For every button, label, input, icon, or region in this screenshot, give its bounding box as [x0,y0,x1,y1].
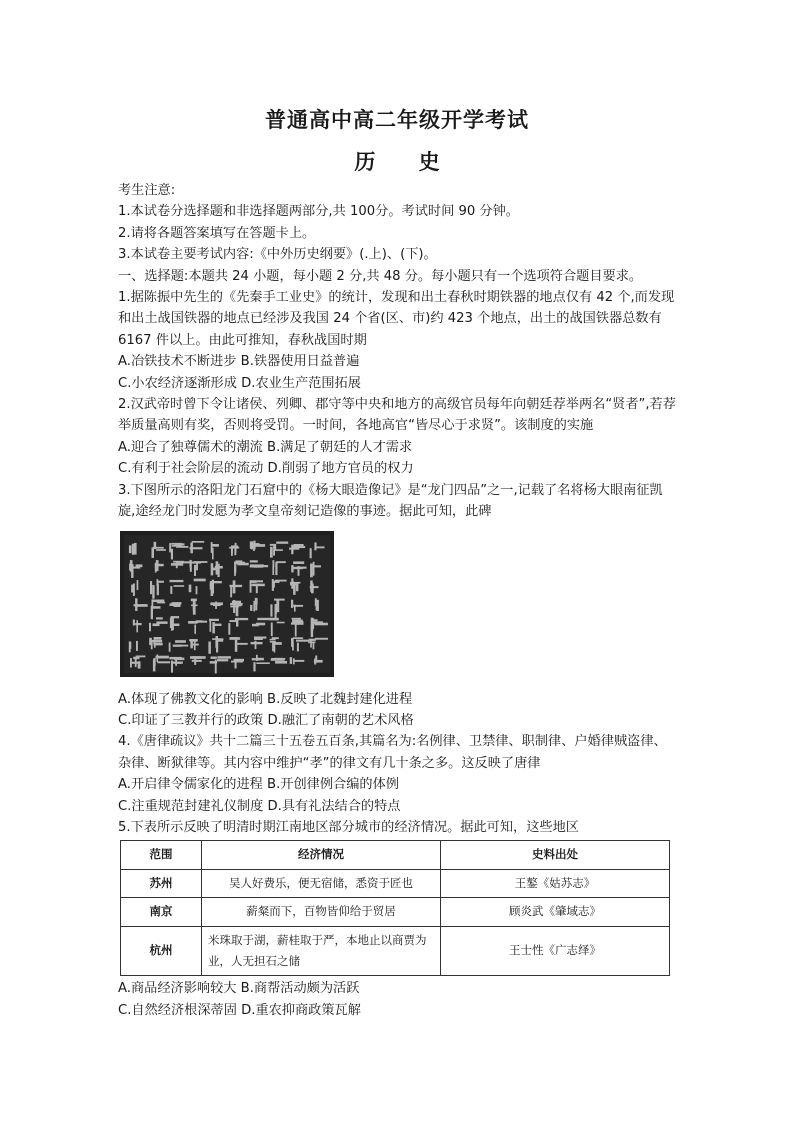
economy-table [120,840,670,976]
rubbing-stroke [190,639,198,642]
rubbing-stroke [156,617,163,619]
table-row [121,898,670,926]
rubbing-stroke [169,543,171,552]
rubbing-stroke [171,563,183,566]
rubbing-stroke [193,599,195,611]
rubbing-stroke [274,657,285,660]
rubbing-stroke [313,643,315,649]
rubbing-stroke [293,585,296,595]
rubbing-stroke [153,658,155,666]
rubbing-stroke [314,542,316,550]
rubbing-stroke [257,617,271,619]
rubbing-stroke [172,545,182,547]
rubbing-stroke [273,642,281,645]
table-header-cell: 范围 [121,841,202,869]
rubbing-stroke [275,661,287,664]
rubbing-stroke [251,641,263,643]
rubbing-stroke [315,655,317,662]
question-2-options-cd: C.有利于社会阶层的流动 D.削弱了地方官员的权力 [118,461,414,477]
rubbing-stroke [315,637,328,639]
rubbing-stroke [129,641,131,652]
rubbing-stroke [314,565,322,567]
rubbing-stroke [236,642,248,644]
rubbing-stroke [253,662,255,671]
rubbing-stroke [310,548,312,558]
rubbing-stroke [135,657,137,666]
rubbing-stroke [292,617,301,619]
question-4-stem: 4.《唐律疏议》共十二篇三十五卷五百条,其篇名为:名例律、卫禁律、职制律、户婚律贼盗律、杂律、断狱律等。其内容中维护“孝”的律文有几十条之多。这反映了唐律 [118,734,667,771]
table-header-cell: 经济情况 [202,841,441,869]
rubbing-stroke [235,618,248,620]
rubbing-stroke [272,642,274,651]
rubbing-stroke [313,561,315,575]
question-5-stem: 5.下表所示反映了明清时期江南地区部分城市的经济情况。据此可知，这些地区 [118,819,579,835]
rubbing-stroke [252,623,259,626]
rubbing-stroke [291,599,293,607]
question-1-options-cd: C.小农经济逐渐形成 D.农业生产范围拓展 [118,375,361,391]
table-cell-source: 王士性《广志绎》 [441,926,670,976]
rubbing-stroke [194,578,206,581]
question-3-options-ab: A.体现了佛教文化的影响 B.反映了北魏封建化进程 [118,691,413,707]
rubbing-stroke [149,622,151,631]
table-cell-economy: 吴人好费乐，便无宿储，悉资于匠也 [202,869,441,897]
rubbing-stroke [276,599,279,611]
rubbing-stroke [154,637,162,640]
rubbing-stroke [252,544,265,547]
rubbing-stroke [277,621,285,623]
rubbing-stroke [234,658,244,661]
rubbing-stroke [152,599,154,609]
rubbing-stroke [150,639,163,642]
rubbing-stroke [315,598,317,606]
rubbing-stroke [153,623,160,626]
question-5-options-ab: A.商品经济影响较大 B.商帮活动颇为活跃 [118,981,360,997]
rubbing-stroke [256,583,258,592]
rubbing-stroke [298,566,300,576]
rubbing-stroke [171,548,173,559]
rubbing-stroke [208,641,211,653]
rubbing-stroke [273,545,275,555]
rubbing-stroke [296,639,309,641]
rubbing-stroke [275,604,277,617]
rubbing-stroke [229,546,239,548]
rubbing-stroke [293,561,304,564]
rubbing-stroke [135,623,141,625]
rubbing-stroke [250,604,252,610]
rubbing-stroke [171,616,174,630]
rubbing-stroke [291,565,293,572]
rubbing-stroke [194,640,196,650]
rubbing-stroke [235,542,237,552]
rubbing-stroke [215,659,217,673]
rubbing-stroke [270,546,273,557]
rubbing-stroke [157,583,159,595]
rubbing-stroke [156,549,166,551]
rubbing-stroke [255,597,258,604]
rubbing-stroke [256,662,270,664]
stele-rubbing-image [120,531,334,677]
rubbing-stroke [275,562,277,575]
rubbing-stroke [297,642,299,651]
table-cell-region: 杭州 [121,926,202,976]
rubbing-stroke [170,586,172,594]
rubbing-stroke [174,605,181,607]
rubbing-stroke [210,618,212,631]
rubbing-stroke [173,560,184,562]
rubbing-stroke [130,560,133,572]
rubbing-stroke [250,560,258,562]
rubbing-stroke [150,581,152,594]
rubbing-stroke [129,545,132,553]
rubbing-stroke [212,548,214,559]
rubbing-stroke [235,662,237,668]
table-row [121,926,670,976]
rubbing-stroke [153,546,164,548]
rubbing-stroke [157,661,170,663]
table-row [121,869,670,897]
rubbing-stroke [135,598,137,611]
rubbing-stroke [158,580,164,582]
question-2-stem: 2.汉武帝时曾下令让诸侯、列卿、郡守等中央和地方的高级官员每年向朝廷荐举两名“贤者”,若荐举质量高则有奖，否则将受罚。一时间，各地高官“皆尽心于求贤”。该制度的实施 [118,397,676,434]
rubbing-stroke [296,582,299,590]
rubbing-stroke [291,578,293,588]
rubbing-stroke [276,549,283,551]
rubbing-stroke [294,659,305,661]
rubbing-stroke [254,636,266,638]
rubbing-stroke [270,604,272,616]
table-cell-source: 王鏊《姑苏志》 [441,869,670,897]
rubbing-stroke [256,654,258,660]
note-item-1: 1.本试卷分选择题和非选择题两部分,共 100分。考试时间 90 分钟。 [118,204,519,220]
economy-table-wrap [120,840,678,976]
rubbing-stroke [313,621,323,624]
rubbing-stroke [271,622,273,636]
question-1-stem: 1.据陈振中先生的《先秦手工业史》的统计，发现和出土春秋时期铁器的地点仅有 42 个,而发现和出土战国铁器的地点已经涉及我国 24 个省(区、市)约 423 个地点，出土的战国铁器总数有 6167 件以上。由此可推知，春秋战国时期 [118,290,675,348]
table-cell-economy: 薪粲而下，百物皆仰给于贸居 [202,898,441,926]
table-header-row [121,841,670,869]
rubbing-stroke [155,563,164,566]
rubbing-stroke [188,621,197,624]
table-cell-region: 苏州 [121,869,202,897]
rubbing-stroke [251,580,263,582]
rubbing-stroke [276,561,286,563]
rubbing-stroke [295,623,297,636]
rubbing-stroke [272,637,279,639]
rubbing-stroke [192,541,205,543]
rubbing-stroke [311,617,314,630]
rubbing-stroke [176,644,189,646]
rubbing-stroke [211,544,219,547]
rubbing-stroke [297,622,304,624]
rubbing-stroke [231,548,233,556]
rubbing-stroke [229,620,236,622]
rubbing-stroke [137,580,139,590]
table-cell-source: 顾炎武《肇域志》 [441,898,670,926]
rubbing-stroke [309,638,316,640]
table-cell-region: 南京 [121,898,202,926]
rubbing-stroke [133,583,135,595]
rubbing-stroke [172,602,182,605]
subject-title: 历 史 [354,149,458,174]
question-4-options-ab: A.开启律令儒家化的进程 B.开创律例合编的体例 [118,777,399,793]
question-3-options-cd: C.印证了三教并行的政策 D.融汇了南朝的艺术风格 [118,712,414,728]
rubbing-stroke [292,546,305,548]
rubbing-stroke [270,543,276,545]
rubbing-stroke [152,585,154,599]
rubbing-stroke [211,656,217,658]
rubbing-stroke [250,565,264,567]
rubbing-stroke [217,656,231,659]
rubbing-stroke [169,656,181,659]
rubbing-stroke [157,654,159,662]
rubbing-stroke [272,565,274,574]
table-header-cell: 史料出处 [441,841,670,869]
note-item-2: 2.请将各题答案填写在答题卡上。 [118,225,316,241]
rubbing-stroke [290,657,292,664]
rubbing-stroke [132,543,134,554]
rubbing-stroke [196,563,198,570]
rubbing-stroke [253,600,255,611]
rubbing-stroke [293,658,295,664]
rubbing-stroke [212,622,215,633]
rubbing-stroke [230,585,232,597]
section-heading: 一、选择题:本题共 24 小题，每小题 2 分,共 48 分。每小题只有一个选项符合题目要求。 [118,268,643,284]
rubbing-stroke [175,640,186,643]
rubbing-stroke [211,567,219,570]
rubbing-stroke [189,584,192,592]
rubbing-stroke [194,624,196,633]
rubbing-stroke [151,642,153,649]
rubbing-stroke [274,598,285,600]
rubbing-stroke [310,563,313,577]
table-cell-economy: 米珠取于湖，薪桂取于严，本地止以商贾为业，人无担石之储 [202,926,441,976]
rubbing-stroke [133,619,135,625]
rubbing-stroke [194,561,208,563]
rubbing-stroke [152,599,165,602]
rubbing-stroke [138,661,141,668]
rubbing-stroke [310,580,313,591]
rubbing-stroke [170,579,184,581]
note-item-3: 3.本试卷主要考试内容:《中外历史纲要》(.上)、(下)。 [118,247,437,263]
rubbing-stroke [175,661,181,663]
rubbing-stroke [236,605,239,616]
exam-body [118,180,678,1021]
rubbing-stroke [217,659,228,661]
rubbing-stroke [190,542,193,553]
rubbing-stroke [169,642,171,651]
rubbing-stroke [276,541,288,543]
rubbing-stroke [136,640,138,650]
rubbing-stroke [174,585,185,587]
rubbing-stroke [212,579,214,593]
rubbing-stroke [136,620,138,632]
rubbing-stroke [272,579,274,591]
rubbing-stroke [275,579,287,581]
rubbing-stroke [293,604,303,606]
notes-heading: 考生注意: [118,183,176,198]
rubbing-stroke [234,561,236,572]
rubbing-stroke [235,639,238,651]
question-4-options-cd: C.注重规范封建礼仪制度 D.具有礼法结合的特点 [118,798,401,814]
rubbing-stroke [196,586,198,594]
rubbing-stroke [171,660,173,672]
rubbing-stroke [236,604,242,606]
rubbing-stroke [210,602,223,605]
rubbing-stroke [190,656,201,659]
question-2-options-ab: A.迎合了独尊儒术的潮流 B.满足了朝廷的人才需求 [118,439,413,455]
page-title: 普通高中高二年级开学考试 [265,107,529,132]
rubbing-stroke [230,637,238,640]
rubbing-stroke [233,580,236,593]
rubbing-stroke [192,659,202,661]
rubbing-stroke [228,623,230,635]
rubbing-stroke [250,541,252,548]
rubbing-stroke [291,638,294,647]
question-5-options-cd: C.自然经济根深蒂固 D.重农抑商政策瓦解 [118,1002,361,1018]
rubbing-stroke [293,637,303,639]
question-3-stem: 3.下图所示的洛阳龙门石窟中的《杨大眼造像记》是“龙门四品”之一,记载了名将杨大眼南征凯旋,途经龙门时发愿为孝文皇帝刻记造像的事迹。据此可知，此碑 [118,482,663,520]
rubbing-stroke [136,564,143,567]
rubbing-stroke [194,564,196,575]
question-1-options-ab: A.冶铁技术不断进步 B.铁器使用日益普遍 [118,354,360,370]
rubbing-stroke [134,542,137,554]
rubbing-stroke [216,636,218,648]
